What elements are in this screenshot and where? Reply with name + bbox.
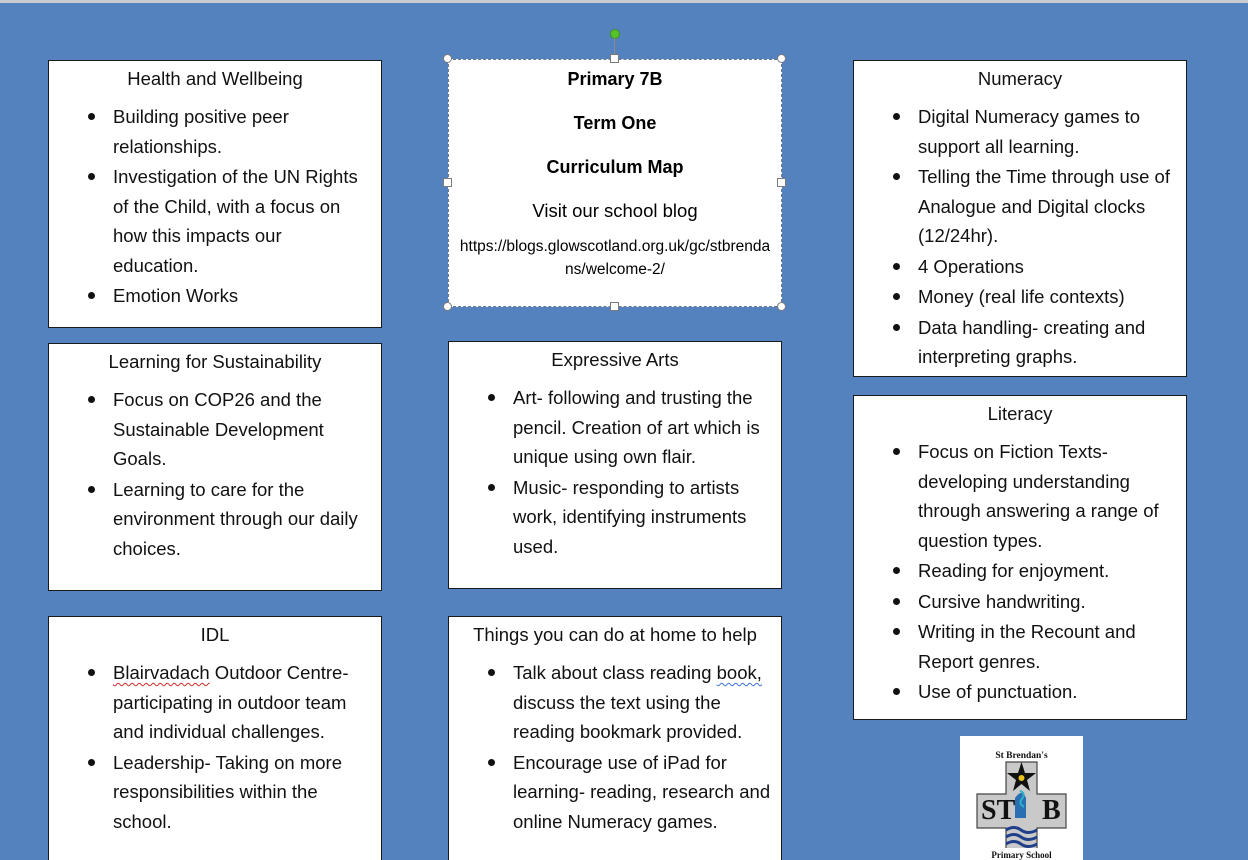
title-text-box[interactable]	[448, 59, 782, 307]
list-item: Music- responding to artists work, identifying instruments used.	[513, 473, 773, 562]
numeracy-list	[854, 102, 1186, 372]
resize-handle-right[interactable]	[777, 178, 786, 187]
list-item	[113, 658, 371, 747]
logo-right-letter: B	[1042, 795, 1061, 826]
resize-handle-left[interactable]	[443, 178, 452, 187]
expressive-arts-heading: Expressive Arts	[551, 349, 679, 370]
expressive-arts-box[interactable]	[448, 341, 782, 589]
list-item: Focus on Fiction Texts- developing understanding through answering a range of question types.	[918, 437, 1176, 555]
home-help-box[interactable]	[448, 616, 782, 860]
list-item-text: Talk about class reading	[513, 662, 717, 683]
list-item: Learning to care for the environment through our daily choices.	[113, 475, 371, 564]
idl-list	[49, 658, 381, 836]
literacy-heading: Literacy	[987, 403, 1053, 424]
term-title: Term One	[573, 113, 657, 133]
sustainability-box[interactable]	[48, 343, 382, 591]
list-item: Art- following and trusting the pencil. Creation of art which is unique using own flair.	[513, 383, 773, 472]
list-item: Encourage use of iPad for learning- reading, research and online Numeracy games.	[513, 748, 773, 837]
resize-handle-top-left[interactable]	[443, 54, 452, 63]
list-item: Money (real life contexts)	[918, 282, 1176, 312]
school-crest-icon	[960, 736, 1083, 860]
sustainability-heading: Learning for Sustainability	[108, 351, 322, 372]
grammar-check-word[interactable]: book,	[716, 662, 762, 683]
window-top-strip	[0, 0, 1248, 3]
class-title: Primary 7B	[567, 69, 663, 89]
spellcheck-word[interactable]: Blairvadach	[113, 662, 210, 683]
school-logo	[960, 736, 1083, 860]
resize-handle-bottom-left[interactable]	[443, 302, 452, 311]
literacy-box[interactable]	[853, 395, 1187, 720]
expressive-arts-list	[449, 383, 781, 561]
list-item: Reading for enjoyment.	[918, 556, 1176, 586]
resize-handle-top[interactable]	[610, 54, 619, 63]
numeracy-box[interactable]	[853, 60, 1187, 377]
health-wellbeing-box[interactable]	[48, 60, 382, 328]
list-item: Writing in the Recount and Report genres.	[918, 617, 1176, 676]
list-item-text: Outdoor Centre- participating in outdoor team and individual challenges.	[113, 662, 349, 742]
curriculum-map-title: Curriculum Map	[546, 157, 684, 177]
list-item: Data handling- creating and interpreting graphs.	[918, 313, 1176, 372]
resize-handle-bottom-right[interactable]	[777, 302, 786, 311]
list-item: Emotion Works	[113, 281, 371, 311]
idl-box[interactable]	[48, 616, 382, 860]
logo-left-letters: ST	[981, 795, 1016, 826]
sustainability-list	[49, 385, 381, 563]
logo-top-text: St Brendan's	[995, 751, 1048, 761]
numeracy-heading: Numeracy	[977, 68, 1063, 89]
list-item: Focus on COP26 and the Sustainable Development Goals.	[113, 385, 371, 474]
rotate-handle[interactable]	[610, 29, 620, 39]
list-item: Leadership- Taking on more responsibilities within the school.	[113, 748, 371, 837]
home-help-list	[449, 658, 781, 836]
list-item: Telling the Time through use of Analogue and Digital clocks (12/24hr).	[918, 162, 1176, 251]
resize-handle-top-right[interactable]	[777, 54, 786, 63]
list-item: Cursive handwriting.	[918, 587, 1176, 617]
resize-handle-bottom[interactable]	[610, 302, 619, 311]
health-wellbeing-list	[49, 102, 381, 311]
list-item: Building positive peer relationships.	[113, 102, 371, 161]
logo-bottom-text: Primary School	[991, 850, 1052, 860]
list-item	[513, 658, 773, 747]
list-item-text: discuss the text using the reading bookmark provided.	[513, 691, 743, 742]
list-item: Use of punctuation.	[918, 677, 1176, 707]
idl-heading: IDL	[200, 624, 230, 645]
literacy-list	[854, 437, 1186, 707]
health-wellbeing-heading: Health and Wellbeing	[127, 68, 303, 89]
home-help-heading: Things you can do at home to help	[473, 624, 757, 645]
list-item: 4 Operations	[918, 252, 1176, 282]
list-item: Investigation of the UN Rights of the Child, with a focus on how this impacts our education.	[113, 162, 371, 280]
blog-url[interactable]: https://blogs.glowscotland.org.uk/gc/stbrendans/welcome-2/	[459, 238, 771, 278]
list-item: Digital Numeracy games to support all learning.	[918, 102, 1176, 161]
visit-blog-text: Visit our school blog	[532, 200, 698, 221]
